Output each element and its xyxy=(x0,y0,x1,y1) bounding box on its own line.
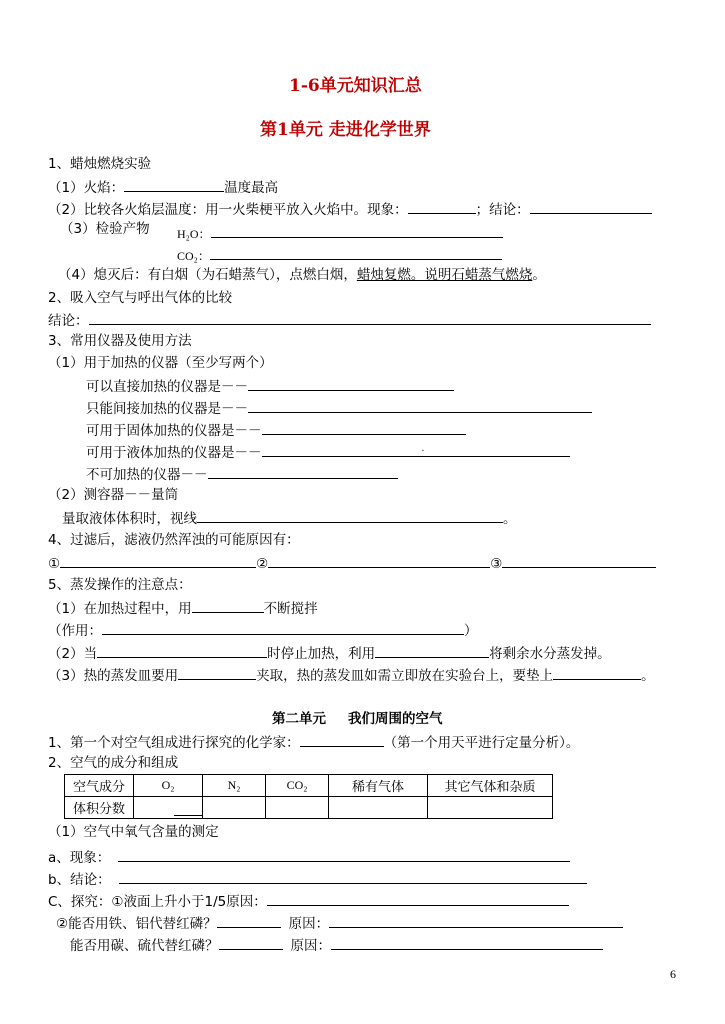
q1-4-underlined: 蜡烛复燃。说明石蜡蒸气燃烧 xyxy=(356,267,533,283)
q3-1-d-label: 可用于液体加热的仪器是－－ xyxy=(86,445,262,461)
table-cell-other[interactable] xyxy=(428,797,553,819)
q1-3-h2o-line xyxy=(177,223,503,243)
main-title: 1-6单元知识汇总 xyxy=(289,76,422,96)
q2-conclusion-line xyxy=(48,310,651,330)
q1-1-label: （1）火焰： xyxy=(48,180,125,196)
unit2-title-b: 我们周围的空气 xyxy=(348,711,443,727)
q3-2-a-end: 。 xyxy=(503,511,517,527)
q1-3-co2-blank[interactable] xyxy=(210,245,502,260)
u2-q2-1-c3-blank-2[interactable] xyxy=(331,935,603,950)
q5-2-line xyxy=(48,643,611,663)
u2-q2-1-c2-blank-2[interactable] xyxy=(329,913,623,928)
q5-3-mid: 夹取，热的蒸发皿如需立即放在实验台上，要垫上 xyxy=(256,668,554,684)
q5-2-label: （2）当 xyxy=(48,646,98,662)
u2-q2-1-b-line xyxy=(48,869,587,889)
q3-2-title: （2）测容器－－量筒 xyxy=(48,487,179,503)
q5-2-mid: 时停止加热，利用 xyxy=(267,646,376,662)
u2-q2-1-c2-line xyxy=(56,913,623,933)
q4-circle-2: ② xyxy=(256,556,269,572)
q5-2-blank-1[interactable] xyxy=(97,643,267,658)
q3-1-d-dot: . xyxy=(421,444,425,454)
u2-q1-blank[interactable] xyxy=(300,732,384,747)
u2-q1-label: 1、第一个对空气组成进行探究的化学家： xyxy=(48,735,300,751)
q3-1-d-line xyxy=(86,442,570,462)
q3-1-e-label: 不可加热的仪器－－ xyxy=(86,467,208,483)
u2-q1-suffix: （第一个用天平进行定量分析）。 xyxy=(383,735,580,751)
u2-q2-1-title: （1）空气中氧气含量的测定 xyxy=(48,824,219,840)
u2-q2-1-c3-reason: 原因： xyxy=(290,938,331,954)
q1-3-co2-label: CO₂： xyxy=(177,249,210,263)
q5-1-suffix: 不断搅拌 xyxy=(263,601,318,617)
q3-1-e-line xyxy=(86,464,398,484)
q3-1-a-blank[interactable] xyxy=(248,376,454,391)
table-row-label: 体积分数 xyxy=(65,797,134,819)
u2-q2-title: 2、空气的成分和组成 xyxy=(48,755,179,771)
table-cell-o2-blank[interactable] xyxy=(174,815,202,816)
u2-q2-1-c3-blank-1[interactable] xyxy=(219,935,283,950)
q2-conclusion-blank[interactable] xyxy=(89,310,651,325)
unit2-title-a: 第二单元 xyxy=(272,711,326,727)
table-cell-co2[interactable] xyxy=(266,797,329,819)
q3-1-a-label: 可以直接加热的仪器是－－ xyxy=(86,379,248,395)
q1-3-h2o-blank[interactable] xyxy=(211,223,503,238)
q5-2-blank-2[interactable] xyxy=(375,643,489,658)
q3-2-a-line xyxy=(62,508,517,528)
q3-1-title: （1）用于加热的仪器（至少写两个） xyxy=(48,355,273,371)
q4-blank-1[interactable] xyxy=(60,553,256,568)
u2-q2-1-c-line xyxy=(48,891,569,911)
q5-3-line xyxy=(48,665,655,685)
q1-4-end: 。 xyxy=(532,267,546,283)
table-header-cell: N₂ xyxy=(203,775,266,797)
q5-3-label: （3）热的蒸发皿要用 xyxy=(48,668,179,684)
q3-1-e-blank[interactable] xyxy=(208,464,398,479)
u2-q2-1-c2-label: ②能否用铁、铝代替红磷？ xyxy=(56,916,217,932)
unit1-title: 第1单元 走进化学世界 xyxy=(260,120,431,140)
q3-1-c-line xyxy=(86,420,466,440)
q1-2-conclusion-blank[interactable] xyxy=(530,199,652,214)
q4-blank-2[interactable] xyxy=(268,553,490,568)
air-composition-table xyxy=(64,774,553,819)
q5-2-end: 将剩余水分蒸发掉。 xyxy=(489,646,611,662)
q1-2-conclusion-label: ；结论： xyxy=(475,202,530,218)
unit2-title xyxy=(272,710,443,728)
table-header-cell: O₂ xyxy=(134,775,203,797)
q5-1-blank[interactable] xyxy=(192,598,264,613)
u2-q1-line xyxy=(48,732,579,752)
q4-circle-1: ① xyxy=(48,556,61,572)
q5-1-purpose-label: （作用： xyxy=(48,623,102,639)
q3-title: 3、常用仪器及使用方法 xyxy=(48,333,192,349)
q4-title: 4、过滤后，滤液仍然浑浊的可能原因有： xyxy=(48,532,300,548)
u2-q2-1-b-blank[interactable] xyxy=(119,869,587,884)
q1-1-blank[interactable] xyxy=(124,177,224,192)
q5-1-purpose-line xyxy=(48,620,478,640)
table-cell-o2[interactable] xyxy=(134,797,203,819)
q1-3-co2-line xyxy=(177,245,502,265)
q2-conclusion-label: 结论： xyxy=(48,313,89,329)
table-header-cell: 空气成分 xyxy=(65,775,134,797)
table-row xyxy=(65,797,553,819)
q5-title: 5、蒸发操作的注意点： xyxy=(48,577,192,593)
u2-q2-1-a-label: a、现象： xyxy=(48,850,111,866)
q5-3-end: 。 xyxy=(641,668,655,684)
q3-1-c-blank[interactable] xyxy=(262,420,466,435)
q1-4-text: （4）熄灭后：有白烟（为石蜡蒸气），点燃白烟， xyxy=(58,267,357,283)
page-number: 6 xyxy=(670,967,676,981)
q5-1-line xyxy=(48,598,318,618)
u2-q2-1-b-label: b、结论： xyxy=(48,872,111,888)
q3-2-a-label: 量取液体体积时，视线 xyxy=(62,511,197,527)
u2-q2-1-c-label: C、探究：①液面上升小于1/5原因： xyxy=(48,894,267,910)
q5-1-purpose-end: ） xyxy=(464,623,478,639)
q4-circle-3: ③ xyxy=(490,556,503,572)
u2-q2-1-c-blank[interactable] xyxy=(267,891,569,906)
q5-3-blank-1[interactable] xyxy=(178,665,256,680)
u2-q2-1-c2-reason: 原因： xyxy=(288,916,330,932)
q1-title: 1、蜡烛燃烧实验 xyxy=(48,156,152,172)
q5-3-blank-2[interactable] xyxy=(553,665,641,680)
table-header-cell: 其它气体和杂质 xyxy=(428,775,553,797)
q3-1-a-line xyxy=(86,376,454,396)
table-header-row xyxy=(65,775,553,797)
q3-1-b-label: 只能间接加热的仪器是－－ xyxy=(86,401,248,417)
q4-blank-3[interactable] xyxy=(502,553,656,568)
table-cell-n2[interactable] xyxy=(203,797,266,819)
q3-1-d-blank[interactable] xyxy=(262,442,570,457)
q1-3-label: （3）检验产物 xyxy=(60,221,150,237)
q4-blanks-line xyxy=(48,553,656,573)
q3-2-a-blank[interactable] xyxy=(197,508,503,523)
table-header-cell: CO₂ xyxy=(266,775,329,797)
q3-1-b-blank[interactable] xyxy=(248,398,592,413)
q1-4-line xyxy=(58,266,546,284)
q5-1-label: （1）在加热过程中，用 xyxy=(48,601,192,617)
q3-1-b-line xyxy=(86,398,592,418)
q1-1-line xyxy=(48,177,278,197)
u2-q2-1-a-blank[interactable] xyxy=(118,847,570,862)
q2-title: 2、吸入空气与呼出气体的比较 xyxy=(48,290,233,306)
q1-2-label: （2）比较各火焰层温度：用一火柴梗平放入火焰中。现象： xyxy=(48,202,408,218)
q5-1-purpose-blank[interactable] xyxy=(102,620,464,635)
q1-1-suffix: 温度最高 xyxy=(224,180,279,196)
q1-3-h2o-label: H₂O： xyxy=(177,227,211,241)
q1-2-phenomenon-blank[interactable] xyxy=(408,199,476,214)
u2-q2-1-a-line xyxy=(48,847,570,867)
table-cell-rare-gas[interactable] xyxy=(329,797,428,819)
table-header-cell: 稀有气体 xyxy=(329,775,428,797)
q1-2-line xyxy=(48,199,652,219)
q3-1-c-label: 可用于固体加热的仪器是－－ xyxy=(86,423,262,439)
u2-q2-1-c3-line xyxy=(70,935,603,955)
u2-q2-1-c2-blank-1[interactable] xyxy=(217,913,281,928)
u2-q2-1-c3-label: 能否用碳、硫代替红磷？ xyxy=(70,938,219,954)
